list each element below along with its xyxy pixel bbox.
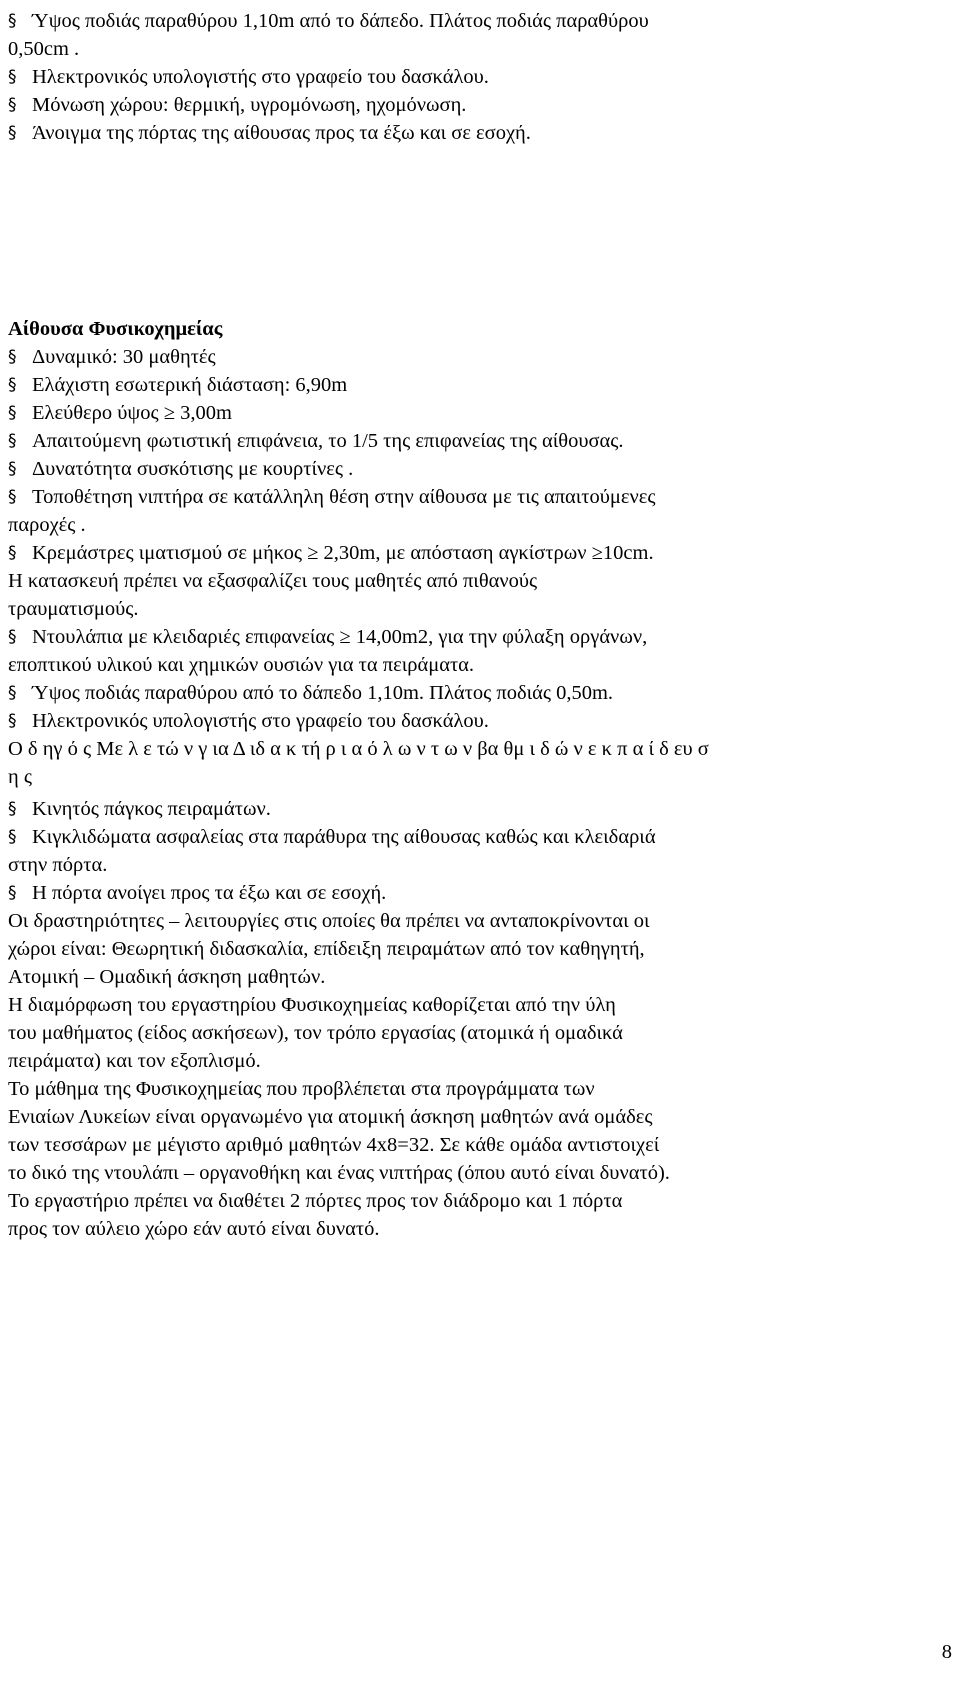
line-text: Ελάχιστη εσωτερική διάσταση: 6,90m	[32, 374, 348, 396]
text-line	[8, 566, 537, 596]
bullet-icon: §	[8, 683, 17, 703]
line-text: Κινητός πάγκος πειραμάτων.	[32, 798, 271, 820]
line-text: Η κατασκευή πρέπει να εξασφαλίζει τους μαθητές από πιθανούς	[8, 570, 538, 592]
bullet-icon: §	[8, 711, 17, 731]
bullet-icon: §	[8, 375, 17, 395]
text-line	[8, 962, 325, 992]
bullet-item	[8, 706, 489, 736]
line-text: χώροι είναι: Θεωρητική διδασκαλία, επίδειξη πειραμάτων από τον καθηγητή,	[8, 938, 645, 960]
line-text: Ενιαίων Λυκείων είναι οργανωμένο για ατομική άσκηση μαθητών ανά ομάδες	[8, 1106, 653, 1128]
line-text: Ατομική – Ομαδική άσκηση μαθητών.	[8, 966, 326, 988]
line-text: Η διαμόρφωση του εργαστηρίου Φυσικοχημείας καθορίζεται από την ύλη	[8, 994, 616, 1016]
line-text: εποπτικού υλικού και χημικών ουσιών για τα πειράματα.	[8, 654, 475, 676]
bullet-icon: §	[8, 827, 17, 847]
line-text: Κιγκλιδώματα ασφαλείας στα παράθυρα της αίθουσας καθώς και κλειδαριά	[32, 826, 656, 848]
line-text: Αίθουσα Φυσικοχημείας	[8, 318, 223, 340]
line-text: Ηλεκτρονικός υπολογιστής στο γραφείο του δασκάλου.	[32, 710, 489, 732]
line-text: πειράματα) και τον εξοπλισμό.	[8, 1050, 261, 1072]
text-line	[8, 934, 645, 964]
line-text: Το μάθημα της Φυσικοχημείας που προβλέπεται στα προγράμματα των	[8, 1078, 595, 1100]
line-text: Ύψος ποδιάς παραθύρου 1,10m από το δάπεδο. Πλάτος ποδιάς παραθύρου	[32, 10, 649, 32]
line-text: Τοποθέτηση νιπτήρα σε κατάλληλη θέση στην αίθουσα με τις απαιτούμενες	[32, 486, 656, 508]
bullet-item	[8, 622, 647, 652]
line-text: Ο δ ηγ ό ς Με λ ε τώ ν γ ια Δ ιδ α κ τή ρ ι α ό λ ω ν τ ω ν βα θμ ι δ ώ ν ε κ π α ί δ ευ σ	[8, 738, 709, 760]
bullet-icon: §	[8, 123, 17, 143]
bullet-item	[8, 342, 216, 372]
bullet-item	[8, 538, 654, 568]
bullet-icon: §	[8, 543, 17, 563]
bullet-item	[8, 482, 656, 512]
line-text: Δυναμικό: 30 μαθητές	[32, 346, 216, 368]
text-line	[8, 990, 616, 1020]
bullet-icon: §	[8, 403, 17, 423]
line-text: Απαιτούμενη φωτιστική επιφάνεια, το 1/5 της επιφανείας της αίθουσας.	[32, 430, 624, 452]
line-text: προς τον αύλειο χώρο εάν αυτό είναι δυνατό.	[8, 1218, 380, 1240]
line-text: Δυνατότητα συσκότισης με κουρτίνες .	[32, 458, 354, 480]
bullet-item	[8, 62, 489, 92]
line-text: η ς	[8, 766, 32, 788]
bullet-item	[8, 6, 649, 36]
bullet-icon: §	[8, 627, 17, 647]
text-line	[8, 1018, 623, 1048]
bullet-icon: §	[8, 347, 17, 367]
line-text: 0,50cm .	[8, 38, 80, 60]
line-text: Οι δραστηριότητες – λειτουργίες στις οποίες θα πρέπει να ανταποκρίνονται οι	[8, 910, 650, 932]
section-heading	[8, 314, 222, 344]
text-line	[8, 1074, 595, 1104]
bullet-icon: §	[8, 11, 17, 31]
bullet-icon: §	[8, 459, 17, 479]
text-line	[8, 34, 79, 64]
bullet-item	[8, 90, 466, 120]
text-line	[8, 1130, 659, 1160]
line-text: στην πόρτα.	[8, 854, 108, 876]
line-text: Ύψος ποδιάς παραθύρου από το δάπεδο 1,10m. Πλάτος ποδιάς 0,50m.	[32, 682, 614, 704]
line-text: Ηλεκτρονικός υπολογιστής στο γραφείο του δασκάλου.	[32, 66, 489, 88]
text-line	[8, 650, 474, 680]
page-number: 8	[941, 1641, 952, 1663]
line-text: Άνοιγμα της πόρτας της αίθουσας προς τα έξω και σε εσοχή.	[32, 122, 531, 144]
text-line	[8, 510, 86, 540]
bullet-item	[8, 118, 531, 148]
text-line	[8, 1214, 379, 1244]
text-line	[8, 1158, 670, 1188]
line-text: των τεσσάρων με μέγιστο αριθμό μαθητών 4x8=32. Σε κάθε ομάδα αντιστοιχεί	[8, 1134, 660, 1156]
bullet-item	[8, 678, 613, 708]
line-text: το δικό της ντουλάπι – οργανοθήκη και ένας νιπτήρας (όπου αυτό είναι δυνατό).	[8, 1162, 670, 1184]
bullet-icon: §	[8, 487, 17, 507]
bullet-icon: §	[8, 799, 17, 819]
line-text: Ελεύθερο ύψος ≥ 3,00m	[32, 402, 232, 424]
bullet-item	[8, 878, 386, 908]
line-text: τραυματισμούς.	[8, 598, 139, 620]
line-text: παροχές .	[8, 514, 86, 536]
text-line	[8, 1046, 261, 1076]
line-text: του μαθήματος (είδος ασκήσεων), τον τρόπο εργασίας (ατομικά ή ομαδικά	[8, 1022, 623, 1044]
bullet-icon: §	[8, 883, 17, 903]
text-line	[8, 1102, 652, 1132]
line-text: Μόνωση χώρου: θερμική, υγρομόνωση, ηχομόνωση.	[32, 94, 467, 116]
bullet-item	[8, 426, 624, 456]
text-line	[8, 906, 650, 936]
text-line	[8, 594, 139, 624]
text-line	[8, 762, 32, 792]
bullet-item	[8, 454, 353, 484]
bullet-item	[8, 794, 271, 824]
bullet-item	[8, 370, 347, 400]
text-line	[8, 1186, 622, 1216]
text-line	[8, 734, 709, 764]
bullet-icon: §	[8, 431, 17, 451]
line-text: Ντουλάπια με κλειδαριές επιφανείας ≥ 14,00m2, για την φύλαξη οργάνων,	[32, 626, 648, 648]
line-text: Κρεμάστρες ιματισμού σε μήκος ≥ 2,30m, με απόσταση αγκίστρων ≥10cm.	[32, 542, 654, 564]
bullet-icon: §	[8, 95, 17, 115]
bullet-item	[8, 398, 232, 428]
text-line	[8, 850, 107, 880]
bullet-icon: §	[8, 67, 17, 87]
line-text: Η πόρτα ανοίγει προς τα έξω και σε εσοχή.	[32, 882, 387, 904]
bullet-item	[8, 822, 656, 852]
line-text: Το εργαστήριο πρέπει να διαθέτει 2 πόρτες προς τον διάδρομο και 1 πόρτα	[8, 1190, 623, 1212]
